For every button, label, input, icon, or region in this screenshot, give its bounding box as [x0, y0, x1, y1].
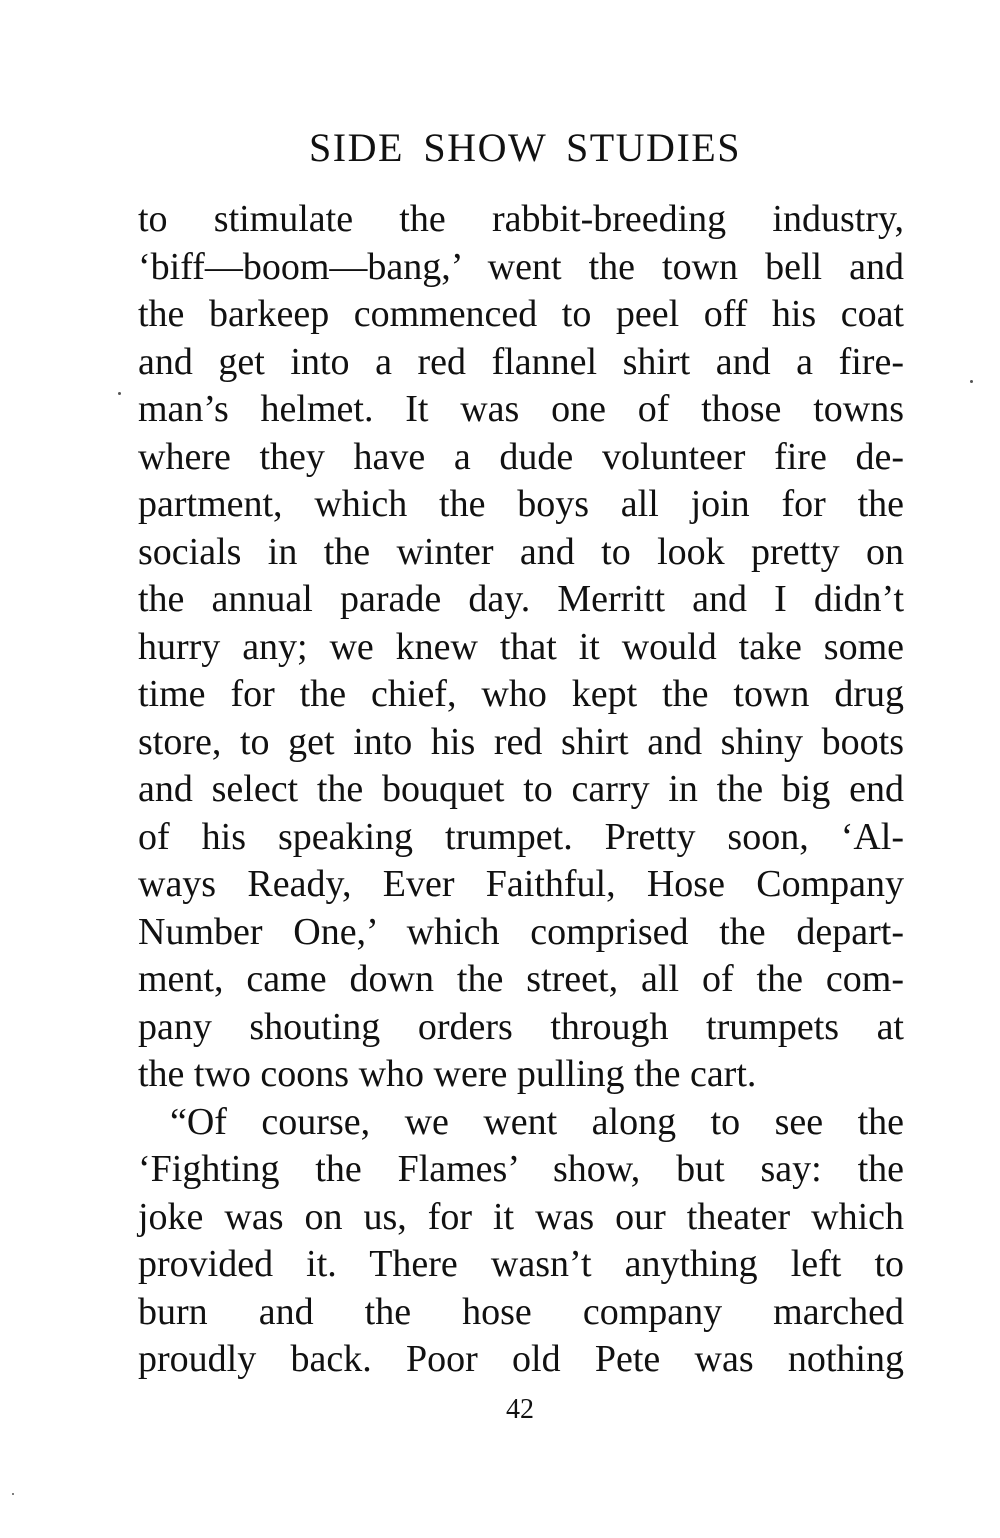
text-line: proudly back. Poor old Pete was nothing [138, 1338, 904, 1380]
text-line: and get into a red flannel shirt and a fire- [138, 340, 904, 383]
text-line: socials in the winter and to look pretty on [138, 530, 904, 573]
text-line: ment, came down the street, all of the com- [138, 958, 904, 1000]
body-text [138, 196, 904, 1384]
text-line: where they have a dude volunteer fire de- [138, 435, 904, 478]
running-head: SIDE SHOW STUDIES [309, 125, 741, 170]
text-line: ‘Fighting the Flames’ show, but say: the [138, 1148, 904, 1190]
text-line: partment, which the boys all join for the [138, 483, 904, 525]
text-line: Number One,’ which comprised the depart- [138, 910, 904, 953]
text-line: and select the bouquet to carry in the big end [138, 768, 904, 810]
text-line: of his speaking trumpet. Pretty soon, ‘Al- [138, 815, 904, 858]
text-line: joke was on us, for it was our theater which [138, 1195, 904, 1238]
paragraph-end-line: the two coons who were pulling the cart. [138, 1053, 757, 1095]
text-line: store, to get into his red shirt and shiny boots [138, 720, 904, 763]
text-line: pany shouting orders through trumpets at [138, 1005, 904, 1048]
text-line: provided it. There wasn’t anything left to [138, 1243, 904, 1285]
scan-speck [12, 1493, 14, 1495]
text-line: the annual parade day. Merritt and I didn’t [138, 578, 904, 620]
text-line: man’s helmet. It was one of those towns [138, 388, 904, 430]
page-number: 42 [506, 1394, 534, 1425]
scan-speck [118, 392, 121, 395]
text-line: hurry any; we knew that it would take some [138, 625, 904, 668]
text-line: burn and the hose company marched [138, 1290, 904, 1333]
text-line: time for the chief, who kept the town drug [138, 673, 904, 715]
scan-speck [970, 380, 973, 383]
text-line: ways Ready, Ever Faithful, Hose Company [138, 863, 904, 905]
text-line: to stimulate the rabbit-breeding industry, [138, 198, 904, 240]
paragraph-start-line: “Of course, we went along to see the [170, 1100, 904, 1143]
text-line: the barkeep commenced to peel off his coat [138, 293, 904, 335]
text-line: ‘biff—boom—bang,’ went the town bell and [138, 245, 904, 288]
